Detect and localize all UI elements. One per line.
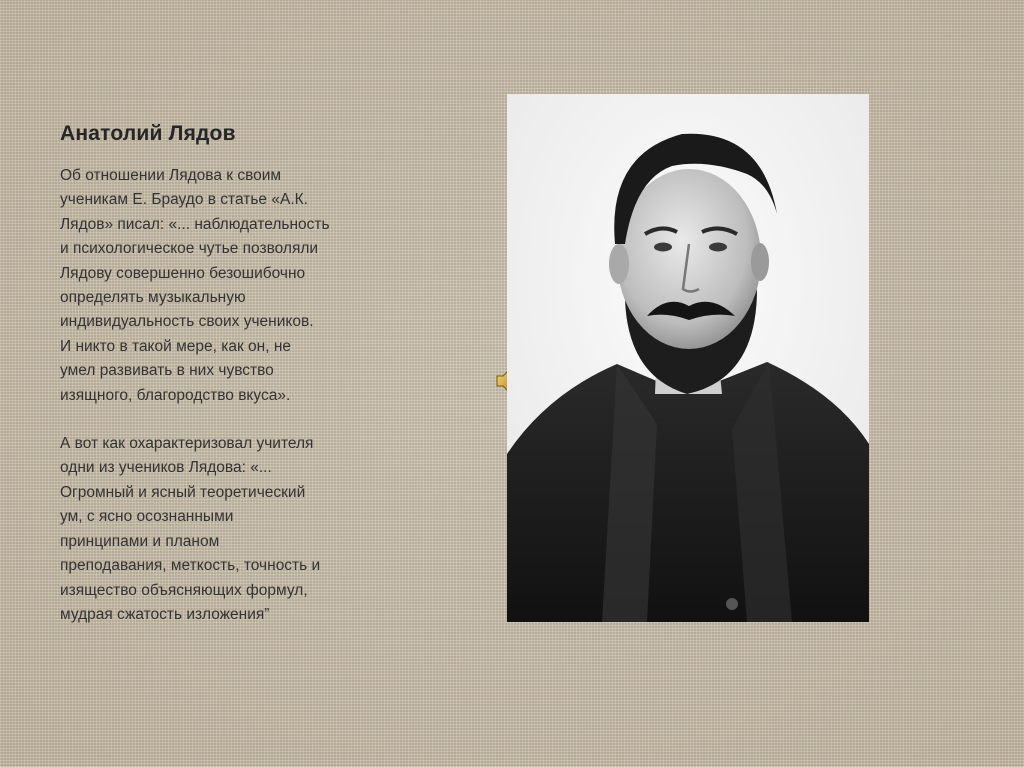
slide-title: Анатолий Лядов — [60, 122, 236, 145]
body-paragraph-1: Об отношении Лядова к своим ученикам Е. Браудо в статье «А.К. Лядов» писал: «... наблюдательность и психологическое чутье позволяли Лядову совершенно безошибочно определять музыкальную индивидуальность своих учеников. И никто в такой мере, как он, не умел развивать в них чувство изящного, благородство вкуса». — [60, 167, 330, 404]
portrait-photo — [507, 94, 869, 622]
slide-body — [60, 164, 400, 627]
body-paragraph-2: А вот как охарактеризовал учителя одни из учеников Лядова: «... Огромный и ясный теоретический ум, с ясно осознанными принципами и планом преподавания, меткость, точность и изящество объясняющих формул, мудрая сжатость изложения” — [60, 435, 321, 623]
